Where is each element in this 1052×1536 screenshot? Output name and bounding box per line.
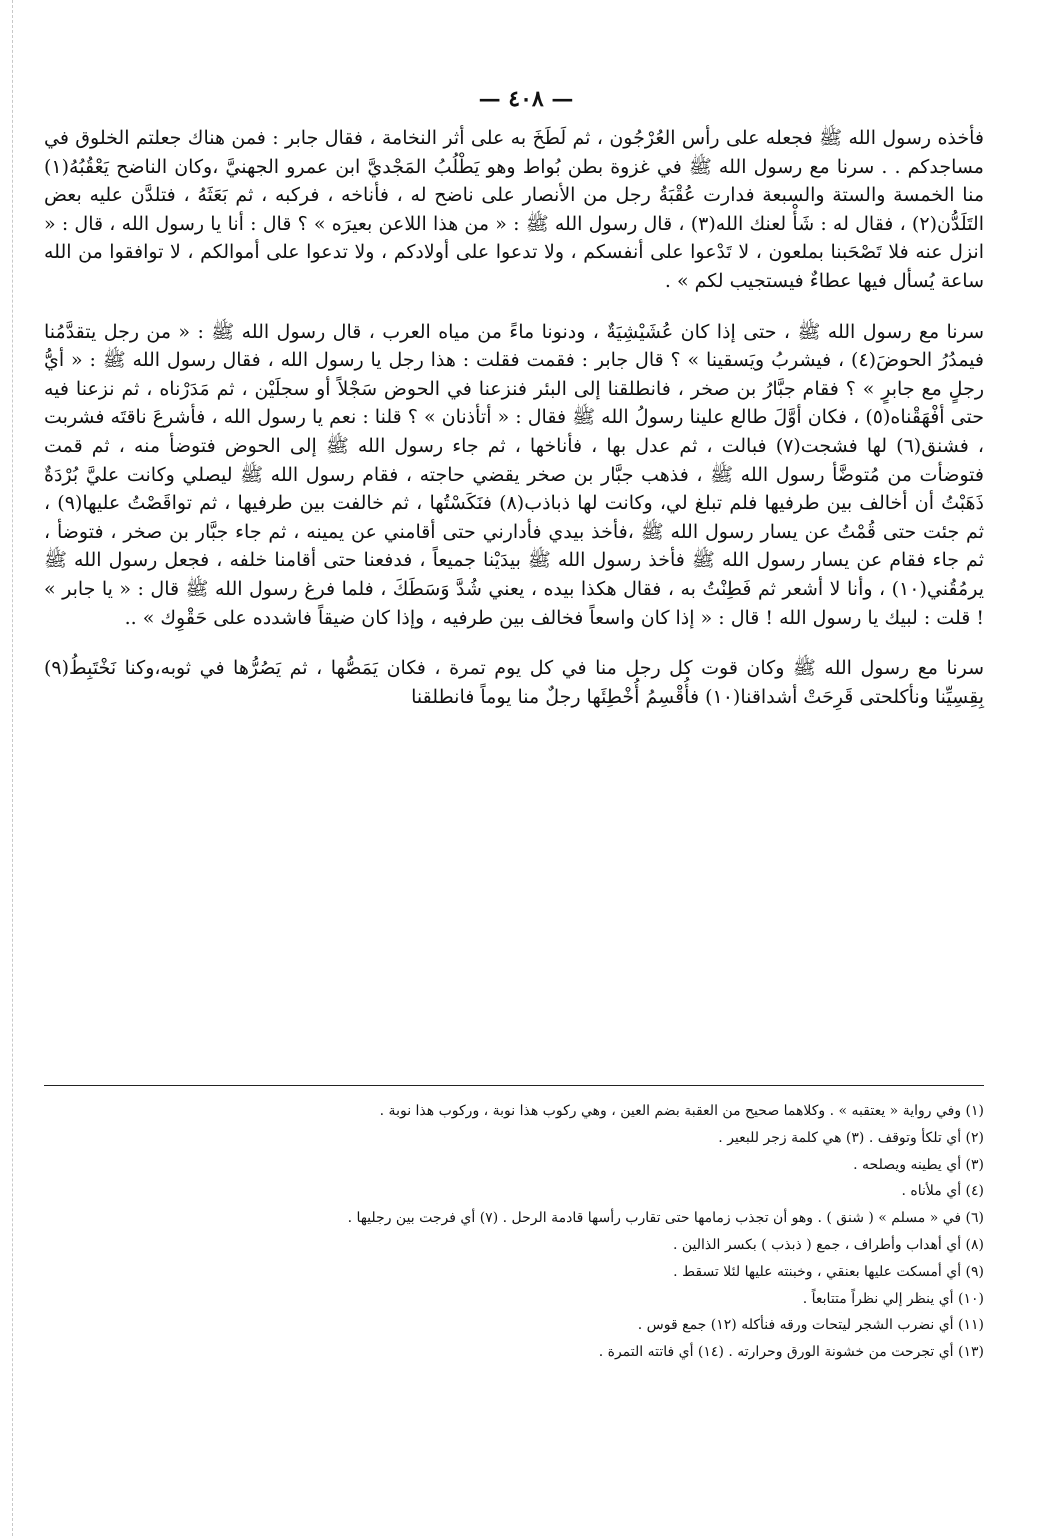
footnote-item: (١١) أي نضرب الشجر ليتحات ورقه فنأكله (١٢) جمع قوس . (637, 1317, 984, 1334)
footnote-divider (44, 1085, 984, 1086)
footnote-item: (٤) أي ملأناه . (901, 1183, 984, 1200)
footnote-item: (١٣) أي تجرحت من خشونة الورق وحرارته . (١٤) أي فاتته التمرة . (598, 1344, 984, 1361)
scan-edge-line (12, 0, 13, 1536)
paragraph-1: فأخذه رسول الله ﷺ فجعله على رأس العُرْجُون ، ثم لَطَخَ به على أثر النخامة ، فقال جابر : فمن هناك جعلتم الخلوق في مساجدكم . . سرنا مع رسول الله ﷺ في غزوة بطن بُواط وهو يَطْلُبُ المَجْديَّ ابن عمرو الجهنيَّ ،وكان الناضح يَعْقُبُهُ(١) منا الخمسة والستة والسبعة فدارت عُقْبَةُ رجل من الأنصار على ناضح له ، فأناخه ، فركبه ، ثم بَعَثَهُ ، فتلدَّن عليه بعض التَلَدُّن(٢) ، فقال له : شَأْ لعنك الله(٣) ، قال رسول الله ﷺ : « من هذا اللاعن بعيرَه » ؟ قال : أنا يا رسول الله ، قال : « انزل عنه فلا تَصْحَبنا بملعون ، لا تَدْعوا على أنفسكم ، ولا تدعوا على أولادكم ، ولا تدعوا على أموالكم ، لا توافقوا من الله ساعة يُسأل فيها عطاءٌ فيستجيب لكم » . (44, 127, 984, 292)
main-text (44, 124, 984, 733)
footnote-item: (٢) أي تلكأ وتوقف . (٣) هي كلمة زجر للبعير . (718, 1129, 984, 1146)
footnote-item: (١٠) أي ينظر إلي نظراً متتابعاً . (802, 1290, 984, 1307)
page-number: — ٤٠٨ — (478, 86, 574, 112)
footnote-item: (٩) أي أمسكت عليها بعنقي ، وخبنته عليها لئلا تسقط . (673, 1263, 984, 1280)
paragraph-2: سرنا مع رسول الله ﷺ ، حتى إذا كان عُشَيْشِيَةٌ ، ودنونا ماءً من مياه العرب ، قال رسول الله ﷺ : « من رجل يتقدَّمُنا فيمدُرُ الحوضَ(٤) ، فيشربُ ويَسقينا » ؟ قال جابر : فقمت فقلت : هذا رجل يا رسول الله ، فقال رسول الله ﷺ : « أيُّ رجلٍ مع جابرٍ » ؟ فقام جبَّارُ بن صخر ، فانطلقنا إلى البئر فنزعنا في الحوض سَجْلاً أو سجلَيْن ، ثم مَدَرْناه ، ثم نزعنا فيه حتى أفْهَقْناه(٥) ، فكان أوَّلَ طالع علينا رسولُ الله ﷺ فقال : « أتأذنان » ؟ قلنا : نعم يا رسول الله ، فأشرعَ ناقتَه فشربت ، فشنق(٦) لها فشجت(٧) فبالت ، ثم عدل بها ، فأناخها ، ثم جاء رسول الله ﷺ إلى الحوض فتوضأ منه ، ثم قمت فتوضأت من مُتوضَّأ رسول الله ﷺ ، فذهب جبَّار بن صخر يقضي حاجته ، فقام رسول الله ﷺ ليصلي وكانت عليَّ بُرْدَةٌ ذَهَبْتُ أن أخالف بين طرفيها فلم تبلغ لي، وكانت لها ذباذب(٨) فنَكَسْتُها ، ثم خالفت بين طرفيها ، ثم تواقَصْتُ عليها(٩) ، ثم جئت حتى قُمْتُ عن يسار رسول الله ﷺ ،فأخذ بيدي فأدارني حتى أقامني عن يمينه ، ثم جاء جبَّار بن صخر ، فتوضأ ، ثم جاء فقام عن يسار رسول الله ﷺ فأخذ رسول الله ﷺ بيدَيْنا جميعاً ، فدفعنا حتى أقامنا خلفه ، فجعل رسول الله ﷺ يرمُقُني(١٠) ، وأنا لا أشعر ثم فَطِنْتُ به ، فقال هكذا بيده ، يعني شُدَّ وَسَطَكَ ، فلما فرغ رسول الله ﷺ قال : « يا جابر » ! قلت : لبيك يا رسول الله ! قال : « إذا كان واسعاً فخالف بين طرفيه ، وإذا كان ضيقاً فاشدده على حَقْوِك » .. (44, 320, 984, 629)
paragraph-3: سرنا مع رسول الله ﷺ وكان قوت كل رجل منا في كل يوم تمرة ، فكان يَمَصُّها ، ثم يَصُرُّها في ثوبه،وكنا نَخْتَبِطُ(٩) بِقِسِيِّنا ونأكلحتى قَرِحَتْ أشداقنا(١٠) فأُقْسِمُ أُخْطِئَها رجلٌ منا يوماً فانطلقنا (44, 657, 984, 708)
footnote-item: (١) وفي رواية « يعتقبه » . وكلاهما صحيح من العقبة بضم العين ، وهي ركوب هذا نوبة ، وركوب هذا نوبة . (379, 1103, 984, 1119)
footnotes-list (44, 1098, 984, 1366)
footnote-item: (٨) أي أهداب وأطراف ، جمع ( ذبذب ) بكسر الذالين . (672, 1236, 984, 1253)
footnote-item: (٦) في « مسلم » ( شنق ) . وهو أن تجذب زمامها حتى تقارب رأسها قادمة الرحل . (٧) أي فرجت بين رجليها . (347, 1210, 984, 1227)
footnote-item: (٣) أي يطينه ويصلحه . (853, 1156, 984, 1173)
